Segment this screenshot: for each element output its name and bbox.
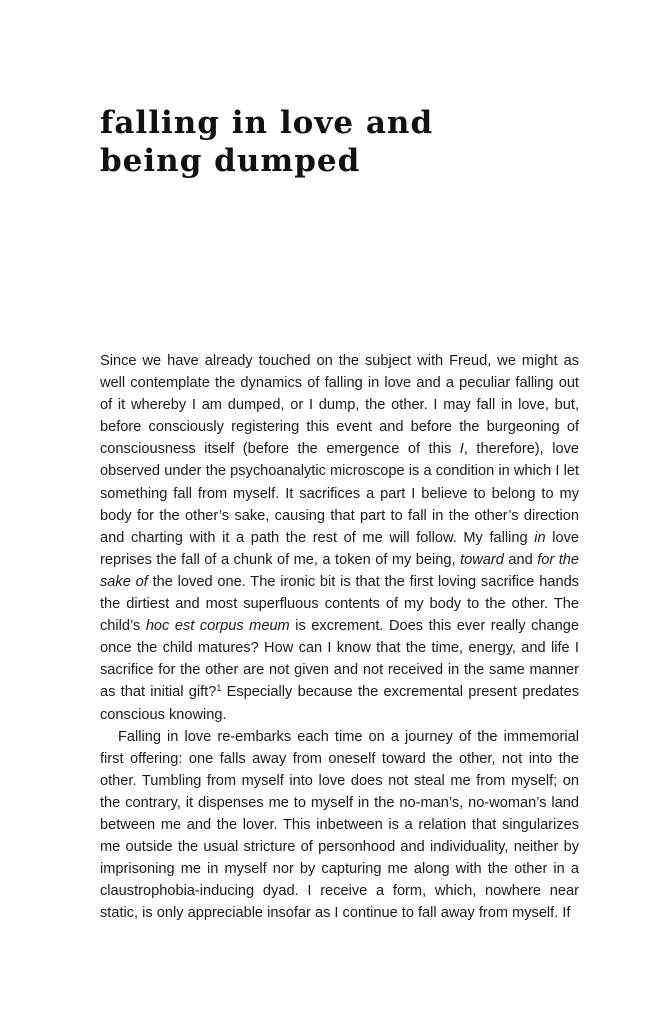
chapter-title [100,104,580,180]
chapter-title-line-1: falling in love and [100,105,434,141]
footnote-marker[interactable]: 1 [216,683,222,694]
italic-segment: toward [460,551,504,568]
text-segment: Falling in love re-embarks each time on a journey of the immemorial first offering: one falls away from oneself toward the other, not into the other. Tumbling from myself into love does not steal me from myself; on the contrary, it dispenses me to myself in the no-man’s, no-woman’s land between me and the lover. This inbetween is a relation that singularizes me outside the usual stricture of personhood and individuality, neither by imprisoning me in myself nor by capturing me along with the other in a claustrophobia-inducing dyad. I receive a form, which, nowhere near static, is only appreciable insofar as I continue to fall away from myself. If [100,728,579,922]
paragraph-1 [100,350,579,726]
chapter-title-line-2: being dumped [100,143,361,179]
text-segment: is excrement. Does this ever really change once the child matures? How can I know that the time, energy, and life I sacrifice for the other are not given and not received in the same manner as that initial gift? [100,618,579,701]
text-segment: love reprises the fall of a chunk of me, a token of my being, [100,529,579,568]
italic-segment: I [459,441,464,458]
text-segment: , therefore), love observed under the psychoanalytic microscope is a condition in which I let something fall from myself. It sacrifices a part I believe to belong to my body for the other’s sake, causing that part to fall in the other’s direction and charting with it a path the rest of me will follow. My falling [100,441,580,546]
text-segment: Especially because the excremental present predates conscious knowing. [100,684,580,723]
italic-segment: in [534,529,546,546]
text-segment: and [503,551,538,568]
italic-segment: hoc est corpus meum [145,618,290,635]
body-text [100,350,579,924]
text-segment: the loved one. The ironic bit is that the first loving sacrifice hands the dirtiest and most superfluous contents of my body to the other. The child’s [100,573,579,635]
paragraph-2 [100,726,579,925]
text-segment: Since we have already touched on the subject with Freud, we might as well contemplate the dynamics of falling in love and a peculiar falling out of it whereby I am dumped, or I dump, the other. I may fall in love, but, before consciously registering this event and before the burgeoning of consciousness itself (before the emergence of this [100,353,579,458]
italic-segment: for the sake of [100,551,580,590]
